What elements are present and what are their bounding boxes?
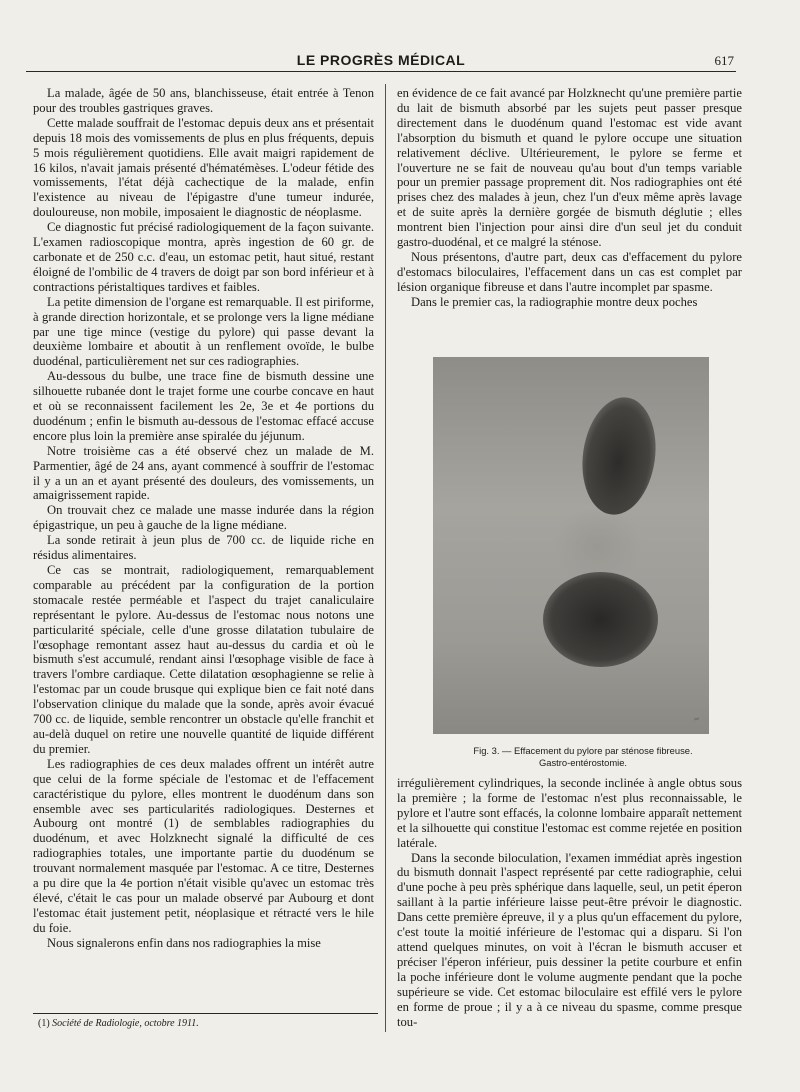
figure-caption (433, 745, 733, 769)
paragraph: Cette malade souffrait de l'estomac depuis deux ans et présentait depuis 18 mois des vomissements de plus en plus fréquents, depuis 5 mois régulièrement quotidiens. Elle avait maigri rapidement de 16 kilos, n'avait jamais présenté d'hématémèses. L'odeur fétide des vomissements, l'état déjà cachectique de la malade, enfin l'existence au niveau de l'épigastre d'une tumeur indurée, douloureuse, non mobile, imposaient le diagnostic de néoplasme. (33, 115, 374, 220)
footnote-text: Société de Radiologie, octobre 1911. (52, 1018, 199, 1029)
column-divider (385, 84, 386, 1032)
paragraph: La malade, âgée de 50 ans, blanchisseuse, était entrée à Tenon pour des troubles gastriques graves. (33, 86, 374, 115)
lower-stomach-pouch (543, 572, 658, 667)
paragraph: Nous signalerons enfin dans nos radiographies la mise (47, 935, 321, 950)
paragraph: Ce diagnostic fut précisé radiologiquement de la façon suivante. L'examen radioscopique montra, après ingestion de 60 gr. de carbonate et de 250 c.c. d'eau, un estomac petit, haut situé, restant éloigné de l'ombilic de 4 travers de doigt par son bord inférieur et à contractions péristaltiques tardives et faibles. (33, 220, 374, 294)
footnote (38, 1018, 199, 1029)
journal-title: LE PROGRÈS MÉDICAL (296, 52, 466, 68)
paragraph: irrégulièrement cylindriques, la seconde inclinée à angle obtus sous la première ; la forme de l'estomac n'est plus reconnaissable, le pylore et l'autre sont effacés, la colonne lombaire apparaît nettement et la silhouette qui constitue l'estomac est comme rejetée en position latérale. (397, 776, 742, 850)
paragraph: Dans la seconde biloculation, l'examen immédiat après ingestion du bismuth donnait l'aspect représenté par cette radiographie, celui d'une poche à peu près sphérique dans laquelle, seul, un petit éperon saillant à la partie inférieure laisse peut-être prévoir le diagnostic. Dans cette première épreuve, il y a plus qu'un effacement du pylore, c'est toute la moitié inférieure de l'estomac qui a disparu. Si l'on attend quelques minutes, on voit à l'écran le bismuth accuser et préciser l'éperon inférieur, puis dessiner la petite courbure et enfin la poche inférieure dont le volume augmente pendant que la poche supérieure se vide. Cet estomac biloculaire est effilé vers le pylore en forme de proue ; il y a à ce niveau du spasme, comme presque tou- (397, 850, 742, 1029)
paragraph: Ce cas se montrait, radiologiquement, remarquablement comparable au précédent par la configuration de la portion stomacale restée perméable et l'aspect du trajet canaliculaire représentant le pylore. Au-dessus de l'estomac nous notons une particularité spéciale, celle d'une grosse dilatation tubulaire de l'œsophage remontant assez haut au-dessus du cardia et où le bismuth s'est accumulé, rendant ainsi l'œsophage visible de face à travers l'ombre cardiaque. Cette dilatation œsophagienne se relie à l'estomac par un coude brusque qui explique bien ce fait noté dans l'observation clinique du malade que la sonde, après avoir évacué 700 cc. de liquide, semble rencontrer un obstacle qu'elle franchit et au-delà duquel on retire une nouvelle quantité de liquide différent du premier. (33, 563, 374, 756)
paragraph: La sonde retirait à jeun plus de 700 cc. de liquide riche en résidus alimentaires. (33, 533, 374, 563)
page-header (26, 52, 736, 74)
right-column-bottom (397, 776, 742, 1029)
left-column (33, 86, 374, 951)
header-rule (26, 71, 736, 72)
page-number: 617 (714, 53, 734, 68)
caption-line: Gastro-entérostomie. (538, 757, 628, 768)
paragraph: On trouvait chez ce malade une masse indurée dans la région épigastrique, un peu à gauche de la ligne médiane. (33, 503, 374, 533)
radiograph-image (433, 357, 709, 734)
paragraph: Notre troisième cas a été observé chez un malade de M. Parmentier, âgé de 24 ans, ayant commencé à souffrir de l'estomac il y a un an et ayant présenté des douleurs, des vomissements, un amaigrissement rapide. (33, 443, 374, 503)
upper-stomach-pouch (575, 393, 663, 520)
right-column-top (397, 86, 742, 310)
footnote-marker: (1) (38, 1018, 50, 1029)
photographer-signature: ~ (692, 713, 701, 725)
caption-line: Fig. 3. — Effacement du pylore par sténose fibreuse. (473, 745, 693, 756)
paragraph: Les radiographies de ces deux malades offrent un intérêt autre que celui de la forme spéciale de l'estomac et de l'effacement caractéristique du pylore, elles montrent le duodénum dans son ensemble avec ses particularités radiologiques. Desternes et Aubourg ont montré (1) de semblables radiographies du duodénum, et avec Holzknecht signalé la difficulté de ces radiographies totales, une importante partie du duodénum se trouvant normalement masquée par l'estomac. A ce titre, Desternes a pu dire que la 4e portion n'était visible qu'avec un estomac très élevé, c'était le cas pour un malade observé par Aubourg et dont l'estomac était justement petit, néoplasique et rétracté vers le hile du foie. (33, 756, 374, 935)
paragraph: en évidence de ce fait avancé par Holzknecht qu'une première partie du lait de bismuth absorbé par les sujets peut passer presque directement dans le duodénum quand l'estomac est vide avant l'absorption du bismuth et quand le pylore occupe une situation relativement déclive. Ultérieurement, le pylore se ferme et l'ouverture ne se fait de nouveau qu'au bout d'un temps variable pour un premier passage proprement dit. Nos radiographies ont été prises chez des malades à jeun, chez l'un d'eux même après lavage et de suite après la dernière gorgée de bismuth déglutie ; elles montrent bien l'injection pour ainsi dire d'un seul jet du conduit gastro-duodénal, et ce malgré la sténose. (397, 86, 742, 250)
paragraph: Nous présentons, d'autre part, deux cas d'effacement du pylore d'estomacs biloculaires, l'effacement dans un cas est complet par lésion organique fibreuse et dans l'autre incomplet par spasme. (397, 249, 742, 294)
footnote-rule (33, 1013, 378, 1014)
paragraph: La petite dimension de l'organe est remarquable. Il est piriforme, à grande direction horizontale, et se prolonge vers la ligne médiane par une tige mince (vestige du pylore) qui passe devant la deuxième lombaire et aboutit à un renflement ovoïde, le bulbe duodénal, particulièrement net sur ces radiographies. (33, 294, 374, 369)
figure-3 (433, 357, 709, 768)
paragraph: Dans le premier cas, la radiographie montre deux poches (411, 294, 698, 309)
paragraph: Au-dessous du bulbe, une trace fine de bismuth dessine une silhouette rubanée dont le trajet forme une courbe concave en haut et où se reconnaissent facilement les 2e, 3e et 4e portions du duodénum ; enfin le bismuth au-dessous de l'estomac effacé accuse encore plus loin la première anse spiralée du jéjunum. (33, 369, 374, 443)
